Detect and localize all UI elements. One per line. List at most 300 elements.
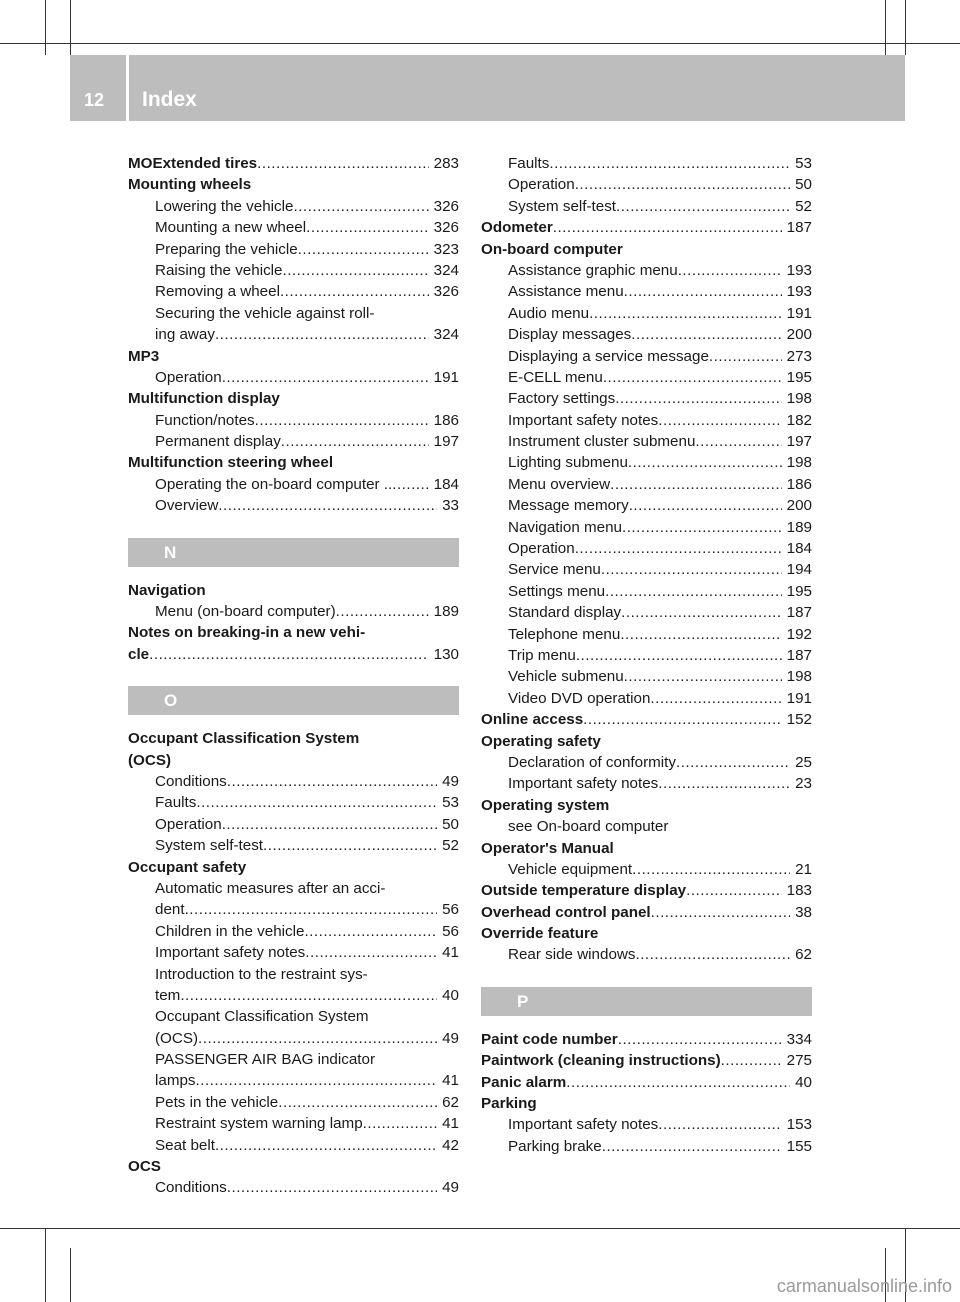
- page-reference[interactable]: 62: [442, 1093, 459, 1111]
- index-subentry[interactable]: [481, 538, 812, 559]
- page-reference[interactable]: 38: [795, 903, 812, 921]
- index-subentry: [128, 878, 459, 899]
- page-reference[interactable]: 155: [786, 1137, 812, 1155]
- dot-leader: [603, 367, 782, 388]
- dot-leader: [227, 1177, 437, 1198]
- index-subentry[interactable]: [128, 771, 459, 792]
- dot-leader: [635, 944, 790, 965]
- dot-leader: [549, 153, 790, 174]
- index-subentry[interactable]: [481, 645, 812, 666]
- dot-leader: [282, 260, 428, 281]
- entry-text: Operating safety: [481, 732, 601, 750]
- page-reference[interactable]: 53: [442, 794, 459, 812]
- page-reference[interactable]: 334: [786, 1030, 812, 1048]
- index-column-right: [481, 153, 812, 1157]
- page-reference[interactable]: 283: [433, 155, 459, 172]
- index-subentry[interactable]: [481, 944, 812, 965]
- index-subentry[interactable]: [128, 814, 459, 835]
- page-reference[interactable]: 193: [786, 283, 812, 301]
- page-reference[interactable]: 200: [786, 326, 812, 344]
- page-reference[interactable]: 198: [786, 668, 812, 686]
- entry-text: Trip menu: [508, 646, 576, 664]
- entry-text: Declaration of conformity: [508, 753, 676, 771]
- index-column-left: [128, 153, 459, 1199]
- entry-text: Override feature: [481, 925, 599, 943]
- index-subentry[interactable]: [481, 324, 812, 345]
- entry-text: Vehicle equipment: [508, 860, 633, 878]
- section-header: N: [128, 538, 459, 567]
- page-reference[interactable]: 41: [442, 1072, 459, 1090]
- entry-text: Message memory: [508, 497, 629, 515]
- entry-text: Important safety notes: [508, 1116, 659, 1134]
- index-subentry: [128, 964, 459, 985]
- entry-text: tem: [155, 986, 181, 1004]
- dot-leader: [304, 921, 437, 942]
- crop-mark: [885, 0, 886, 55]
- page-reference[interactable]: 191: [433, 368, 459, 386]
- dot-leader: [227, 771, 437, 792]
- index-subentry[interactable]: [481, 752, 812, 773]
- dot-leader: [650, 688, 781, 709]
- index-subentry[interactable]: [128, 324, 459, 345]
- page-reference[interactable]: 41: [442, 944, 459, 962]
- index-entry[interactable]: [481, 1029, 812, 1050]
- index-subentry[interactable]: [128, 835, 459, 856]
- page-reference[interactable]: 189: [433, 603, 459, 621]
- index-subentry[interactable]: [481, 452, 812, 473]
- dot-leader: [392, 474, 428, 495]
- watermark: carmanualsonline.info: [776, 1276, 952, 1296]
- index-entry: [128, 174, 459, 195]
- index-entry: [128, 622, 459, 643]
- entry-text: Video DVD operation: [508, 689, 651, 707]
- page-reference[interactable]: 186: [433, 411, 459, 429]
- dot-leader: [605, 581, 782, 602]
- index-entry: [481, 1093, 812, 1114]
- entry-text: Service menu: [508, 561, 601, 579]
- index-subentry[interactable]: [128, 1028, 459, 1049]
- index-subentry[interactable]: [128, 1135, 459, 1156]
- page-reference[interactable]: 195: [786, 582, 812, 600]
- dot-leader: [215, 1135, 437, 1156]
- entry-text: Factory settings: [508, 390, 616, 408]
- dot-leader: [298, 239, 429, 260]
- entry-text: On-board computer: [481, 240, 623, 258]
- index-entry: [128, 580, 459, 601]
- page-reference[interactable]: 49: [442, 772, 459, 790]
- page-reference[interactable]: 49: [442, 1029, 459, 1047]
- index-entry: [128, 388, 459, 409]
- dot-leader: [583, 709, 782, 730]
- dot-leader: [616, 196, 790, 217]
- dot-leader: [601, 559, 782, 580]
- index-subentry[interactable]: [481, 581, 812, 602]
- page-reference[interactable]: 33: [442, 497, 459, 515]
- index-subentry[interactable]: [481, 1114, 812, 1135]
- index-entry: [481, 239, 812, 260]
- index-entry: [128, 857, 459, 878]
- dot-leader: [263, 835, 437, 856]
- index-subentry[interactable]: [481, 346, 812, 367]
- dot-leader: [678, 260, 782, 281]
- page-reference[interactable]: 56: [442, 922, 459, 940]
- page-reference[interactable]: 21: [795, 860, 812, 878]
- page-reference[interactable]: 130: [433, 645, 459, 663]
- index-entry: [128, 1156, 459, 1177]
- entry-text: MP3: [128, 347, 160, 365]
- entry-text: Multifunction steering wheel: [128, 454, 334, 472]
- index-subentry[interactable]: [481, 602, 812, 623]
- entry-text: Faults: [155, 794, 197, 812]
- page-reference[interactable]: 49: [442, 1179, 459, 1197]
- entry-text: (OCS): [128, 751, 172, 769]
- page-reference[interactable]: 324: [433, 326, 459, 344]
- index-entry: [128, 728, 459, 749]
- index-subentry[interactable]: [481, 517, 812, 538]
- dot-leader: [306, 217, 429, 238]
- dot-leader: [658, 773, 790, 794]
- page-reference[interactable]: 183: [786, 882, 812, 900]
- dot-leader: [618, 1029, 782, 1050]
- dot-leader: [196, 1070, 438, 1091]
- entry-text: Permanent display: [155, 433, 281, 451]
- index-subentry[interactable]: [481, 260, 812, 281]
- entry-text: MOExtended tires: [128, 155, 258, 172]
- page-reference[interactable]: 187: [786, 604, 812, 622]
- dot-leader: [620, 624, 781, 645]
- entry-text: Conditions: [155, 1179, 227, 1197]
- dot-leader: [198, 1028, 437, 1049]
- dot-leader: [185, 899, 438, 920]
- entry-text: Operation: [508, 540, 575, 558]
- index-subentry: [128, 303, 459, 324]
- dot-leader: [658, 1114, 781, 1135]
- index-subentry[interactable]: [481, 367, 812, 388]
- entry-text: Odometer: [481, 219, 553, 237]
- page-reference[interactable]: 195: [786, 368, 812, 386]
- index-entry: [481, 838, 812, 859]
- index-subentry[interactable]: [481, 624, 812, 645]
- dot-leader: [305, 942, 437, 963]
- index-subentry[interactable]: [481, 174, 812, 195]
- dot-leader: [658, 410, 781, 431]
- entry-text: Menu overview: [508, 475, 611, 493]
- dot-leader: [615, 388, 781, 409]
- entry-text: Operation: [155, 368, 222, 386]
- page-reference[interactable]: 191: [786, 304, 812, 322]
- index-subentry[interactable]: [481, 666, 812, 687]
- crop-mark: [0, 43, 960, 44]
- index-subentry[interactable]: [128, 196, 459, 217]
- entry-text: Displaying a service message: [508, 347, 709, 365]
- page-reference[interactable]: 197: [433, 433, 459, 451]
- page-reference[interactable]: 42: [442, 1136, 459, 1154]
- entry-text: Function/notes: [155, 411, 255, 429]
- index-subentry[interactable]: [128, 1177, 459, 1198]
- page-reference[interactable]: 40: [442, 986, 459, 1004]
- entry-text: Important safety notes: [508, 411, 659, 429]
- entry-text: Instrument cluster submenu: [508, 433, 696, 451]
- page-reference[interactable]: 41: [442, 1115, 459, 1133]
- entry-text: Outside temperature display: [481, 882, 687, 900]
- crop-mark: [70, 1248, 71, 1302]
- index-subentry[interactable]: [128, 1070, 459, 1091]
- dot-leader: [610, 474, 782, 495]
- index-subentry[interactable]: [128, 260, 459, 281]
- entry-text: dent: [155, 901, 185, 919]
- dot-leader: [575, 174, 790, 195]
- entry-text: Audio menu: [508, 304, 590, 322]
- dot-leader: [676, 752, 790, 773]
- page-reference[interactable]: 50: [442, 815, 459, 833]
- crop-mark: [0, 1228, 960, 1229]
- entry-text: Navigation menu: [508, 518, 622, 536]
- page-reference[interactable]: 187: [786, 646, 812, 664]
- dot-leader: [709, 346, 782, 367]
- page-reference[interactable]: 52: [442, 837, 459, 855]
- page-reference[interactable]: 182: [786, 411, 812, 429]
- dot-leader: [257, 153, 429, 174]
- index-subentry[interactable]: [481, 303, 812, 324]
- index-subentry[interactable]: [128, 410, 459, 431]
- index-subentry[interactable]: [481, 431, 812, 452]
- dot-leader: [215, 324, 429, 345]
- entry-text: Operating the on-board computer ..: [155, 475, 393, 493]
- entry-text: Lowering the vehicle: [155, 197, 294, 215]
- dot-leader: [721, 1050, 782, 1071]
- index-subentry[interactable]: [481, 388, 812, 409]
- entry-text: Lighting submenu: [508, 454, 628, 472]
- entry-text: Seat belt: [155, 1136, 215, 1154]
- page-reference[interactable]: 153: [786, 1116, 812, 1134]
- entry-text: Preparing the vehicle: [155, 240, 298, 258]
- entry-text: Occupant safety: [128, 858, 247, 876]
- dot-leader: [149, 644, 429, 665]
- page-reference[interactable]: 56: [442, 901, 459, 919]
- page-reference[interactable]: 53: [795, 155, 812, 172]
- entry-text: Navigation: [128, 581, 206, 599]
- index-subentry[interactable]: [481, 495, 812, 516]
- index-subentry[interactable]: [481, 281, 812, 302]
- page-reference[interactable]: 25: [795, 753, 812, 771]
- index-entry: [128, 346, 459, 367]
- entry-text: Securing the vehicle against roll-: [155, 304, 375, 322]
- index-subentry[interactable]: [128, 1092, 459, 1113]
- entry-text: Assistance menu: [508, 283, 624, 301]
- page-reference[interactable]: 198: [786, 390, 812, 408]
- index-entry: [128, 452, 459, 473]
- page-reference[interactable]: 200: [786, 497, 812, 515]
- page-reference[interactable]: 323: [433, 240, 459, 258]
- page-reference[interactable]: 326: [433, 219, 459, 237]
- index-subentry[interactable]: [128, 495, 459, 516]
- entry-text: (OCS): [155, 1029, 199, 1047]
- section-header: P: [481, 987, 812, 1016]
- page-reference[interactable]: 52: [795, 197, 812, 215]
- entry-text: OCS: [128, 1158, 161, 1176]
- entry-text: Operating system: [481, 796, 610, 814]
- entry-text: Parking: [481, 1095, 537, 1113]
- entry-text: System self-test: [508, 197, 617, 215]
- section-header: O: [128, 686, 459, 715]
- page-reference[interactable]: 50: [795, 176, 812, 194]
- page-reference[interactable]: 189: [786, 518, 812, 536]
- entry-text: Rear side windows: [508, 946, 636, 964]
- entry-text: Faults: [508, 155, 550, 172]
- index-subentry[interactable]: [128, 921, 459, 942]
- index-subentry[interactable]: [128, 601, 459, 622]
- entry-text: Overview: [155, 497, 219, 515]
- index-subentry[interactable]: [128, 367, 459, 388]
- page-reference[interactable]: 187: [786, 219, 812, 237]
- index-entry[interactable]: [481, 1072, 812, 1093]
- entry-text: ing away: [155, 326, 215, 344]
- page-reference[interactable]: 184: [433, 475, 459, 493]
- index-subentry: [481, 816, 812, 837]
- entry-text: Vehicle submenu: [508, 668, 624, 686]
- dot-leader: [281, 431, 429, 452]
- index-subentry[interactable]: [481, 859, 812, 880]
- entry-text: Occupant Classification System: [128, 730, 360, 748]
- dot-leader: [218, 495, 437, 516]
- entry-text: Multifunction display: [128, 390, 280, 408]
- index-entry[interactable]: [481, 217, 812, 238]
- index-subentry[interactable]: [128, 985, 459, 1006]
- crop-mark: [45, 0, 46, 55]
- entry-text: Automatic measures after an acci-: [155, 879, 386, 897]
- dot-leader: [553, 217, 782, 238]
- entry-text: cle: [128, 645, 150, 663]
- index-subentry[interactable]: [128, 239, 459, 260]
- index-subentry[interactable]: [481, 559, 812, 580]
- page-reference[interactable]: 191: [786, 689, 812, 707]
- entry-text: Introduction to the restraint sys-: [155, 965, 368, 983]
- index-subentry: [128, 1006, 459, 1027]
- entry-text: System self-test: [155, 837, 264, 855]
- page-reference[interactable]: 23: [795, 775, 812, 793]
- index-entry[interactable]: [481, 709, 812, 730]
- index-entry[interactable]: [128, 153, 459, 174]
- entry-text: Pets in the vehicle: [155, 1093, 279, 1111]
- crop-mark: [905, 0, 906, 55]
- entry-text: Assistance graphic menu: [508, 261, 678, 279]
- page-reference[interactable]: 324: [433, 261, 459, 279]
- entry-text: Paintwork (cleaning instructions): [481, 1052, 721, 1070]
- index-subentry[interactable]: [481, 410, 812, 431]
- entry-text: Important safety notes: [155, 944, 306, 962]
- entry-text: Parking brake: [508, 1137, 602, 1155]
- entry-text: Occupant Classification System: [155, 1008, 369, 1026]
- entry-text: E-CELL menu: [508, 368, 603, 386]
- index-entry: [481, 923, 812, 944]
- dot-leader: [602, 1136, 782, 1157]
- entry-text: Standard display: [508, 604, 622, 622]
- entry-text: Paint code number: [481, 1030, 618, 1048]
- crop-mark: [45, 1228, 46, 1302]
- index-subentry[interactable]: [481, 474, 812, 495]
- dot-leader: [624, 666, 782, 687]
- index-subentry[interactable]: [128, 1113, 459, 1134]
- dot-leader: [336, 601, 429, 622]
- entry-text: see On-board computer: [508, 818, 669, 836]
- index-entry[interactable]: [481, 1050, 812, 1071]
- entry-text: Mounting wheels: [128, 176, 252, 194]
- page-reference[interactable]: 62: [795, 946, 812, 964]
- index-entry: [481, 795, 812, 816]
- dot-leader: [363, 1113, 437, 1134]
- page-reference[interactable]: 40: [795, 1073, 812, 1091]
- dot-leader: [651, 902, 790, 923]
- dot-leader: [280, 281, 429, 302]
- page-reference[interactable]: 326: [433, 283, 459, 301]
- dot-leader: [628, 452, 782, 473]
- page-reference[interactable]: 194: [786, 561, 812, 579]
- entry-text: Notes on breaking-in a new vehi-: [128, 624, 366, 642]
- dot-leader: [631, 324, 781, 345]
- index-subentry[interactable]: [481, 1136, 812, 1157]
- dot-leader: [566, 1072, 790, 1093]
- page-reference[interactable]: 198: [786, 454, 812, 472]
- page-reference[interactable]: 192: [786, 625, 812, 643]
- dot-leader: [293, 196, 428, 217]
- page-reference[interactable]: 275: [786, 1052, 812, 1070]
- index-subentry[interactable]: [128, 217, 459, 238]
- index-entry[interactable]: [128, 644, 459, 665]
- page-reference[interactable]: 193: [786, 261, 812, 279]
- index-entry: [481, 731, 812, 752]
- index-subentry[interactable]: [128, 899, 459, 920]
- dot-leader: [180, 985, 437, 1006]
- dot-leader: [629, 495, 782, 516]
- page-reference[interactable]: 326: [433, 197, 459, 215]
- index-subentry[interactable]: [128, 474, 459, 495]
- page-reference[interactable]: 197: [786, 433, 812, 451]
- entry-text: Telephone menu: [508, 625, 621, 643]
- entry-text: Online access: [481, 711, 584, 729]
- index-subentry[interactable]: [128, 942, 459, 963]
- dot-leader: [621, 602, 782, 623]
- index-subentry[interactable]: [481, 153, 812, 174]
- index-subentry[interactable]: [128, 431, 459, 452]
- entry-text: Mounting a new wheel: [155, 219, 307, 237]
- dot-leader: [686, 880, 782, 901]
- dot-leader: [255, 410, 429, 431]
- entry-text: Settings menu: [508, 582, 606, 600]
- page-reference[interactable]: 186: [786, 475, 812, 493]
- entry-text: lamps: [155, 1072, 196, 1090]
- dot-leader: [576, 645, 782, 666]
- index-entry[interactable]: [481, 902, 812, 923]
- page-reference[interactable]: 184: [786, 540, 812, 558]
- index-subentry[interactable]: [128, 281, 459, 302]
- dot-leader: [695, 431, 781, 452]
- dot-leader: [278, 1092, 437, 1113]
- dot-leader: [632, 859, 790, 880]
- page-reference[interactable]: 152: [786, 711, 812, 729]
- index-subentry[interactable]: [481, 773, 812, 794]
- header-divider: [126, 55, 129, 121]
- page-reference[interactable]: 273: [786, 347, 812, 365]
- dot-leader: [222, 814, 437, 835]
- entry-text: Removing a wheel: [155, 283, 280, 301]
- dot-leader: [575, 538, 782, 559]
- index-subentry[interactable]: [481, 196, 812, 217]
- index-subentry[interactable]: [128, 792, 459, 813]
- index-entry[interactable]: [481, 880, 812, 901]
- page-title: Index: [142, 88, 197, 111]
- index-subentry[interactable]: [481, 688, 812, 709]
- entry-text: Children in the vehicle: [155, 922, 305, 940]
